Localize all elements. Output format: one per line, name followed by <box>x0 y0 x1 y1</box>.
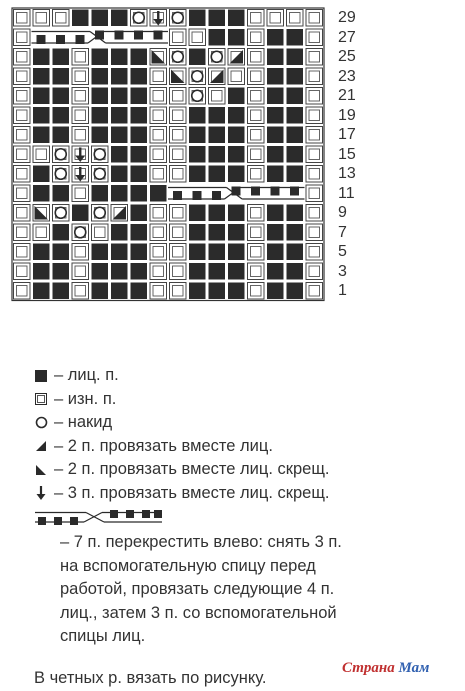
knit-stitch-cell <box>189 224 206 241</box>
purl-inner-square <box>75 91 86 102</box>
row-number: 13 <box>338 165 356 182</box>
purl-stitch-icon <box>34 393 48 405</box>
purl-inner-square <box>17 188 28 199</box>
purl-inner-square <box>17 247 28 258</box>
purl-inner-square <box>309 188 320 199</box>
row-number: 19 <box>338 106 356 124</box>
left-decrease-icon <box>34 464 48 476</box>
knit-stitch-cell <box>92 10 109 27</box>
knit-stitch-cell <box>287 166 304 183</box>
purl-inner-square <box>75 247 86 258</box>
knit-stitch-cell <box>189 283 206 300</box>
cable-stitch <box>251 187 260 196</box>
cable-line: работой, провязать следующие 4 п. <box>60 580 335 598</box>
cable-stitch <box>193 191 202 200</box>
purl-inner-square <box>309 208 320 219</box>
purl-inner-square <box>153 208 164 219</box>
knit-stitch-cell <box>33 166 50 183</box>
knit-stitch-cell <box>287 107 304 124</box>
purl-inner-square <box>251 286 262 297</box>
knit-stitch-cell <box>267 166 284 183</box>
knit-stitch-cell <box>228 205 245 222</box>
purl-inner-square <box>17 266 28 277</box>
knit-stitch-cell <box>209 166 226 183</box>
row-number: 9 <box>338 204 347 221</box>
cable-line: на вспомогательную спицу перед <box>60 556 316 575</box>
purl-inner-square <box>153 247 164 258</box>
knit-stitch-cell <box>33 185 50 202</box>
legend-yarn-over-text: – накид <box>54 413 113 432</box>
purl-inner-square <box>309 91 320 102</box>
yarn-over-cell <box>211 51 222 62</box>
purl-inner-square <box>153 169 164 180</box>
cable-stitch <box>173 191 182 200</box>
knit-stitch-cell <box>131 244 148 261</box>
knit-stitch-cell <box>209 107 226 124</box>
knit-stitch-cell <box>150 185 167 202</box>
row-number: 7 <box>338 223 347 241</box>
watermark-logo: Страна Мам <box>342 660 430 676</box>
cable-stitch <box>271 187 280 196</box>
knit-stitch-cell <box>33 68 50 85</box>
purl-inner-square <box>17 91 28 102</box>
legend <box>34 364 459 688</box>
cable-stitch <box>212 191 221 200</box>
knit-stitch-cell <box>228 146 245 163</box>
purl-inner-square <box>36 13 47 24</box>
knit-stitch-cell <box>209 127 226 144</box>
knit-stitch-cell <box>287 127 304 144</box>
purl-inner-square <box>251 208 262 219</box>
yarn-over-cell <box>133 12 144 23</box>
knit-stitch-cell <box>92 49 109 66</box>
purl-inner-square <box>251 110 262 121</box>
purl-inner-square <box>251 130 262 141</box>
knit-stitch-cell <box>53 244 70 261</box>
purl-inner-square <box>231 71 242 82</box>
purl-inner-square <box>153 130 164 141</box>
purl-inner-square <box>36 149 47 160</box>
knit-stitch-cell <box>33 107 50 124</box>
knit-stitch-cell <box>131 283 148 300</box>
cable-stitch <box>290 187 299 196</box>
knit-stitch-cell <box>209 283 226 300</box>
purl-inner-square <box>17 32 28 43</box>
knit-stitch-cell <box>189 166 206 183</box>
purl-inner-square <box>75 188 86 199</box>
knit-stitch-cell <box>111 244 128 261</box>
knit-stitch-cell <box>267 224 284 241</box>
row-number: 25 <box>338 48 356 65</box>
knit-stitch-cell <box>111 224 128 241</box>
knit-stitch-cell <box>267 107 284 124</box>
purl-inner-square <box>173 169 184 180</box>
row-number: 15 <box>338 145 356 163</box>
purl-inner-square <box>212 91 223 102</box>
knit-stitch-cell <box>228 263 245 280</box>
yarn-over-cell <box>75 227 86 238</box>
knit-stitch-cell <box>72 205 89 222</box>
knit-stitch-cell <box>209 146 226 163</box>
knit-stitch-cell <box>131 107 148 124</box>
knit-stitch-cell <box>33 283 50 300</box>
cable-stitch <box>115 31 124 40</box>
purl-inner-square <box>251 91 262 102</box>
legend-k2tog-text: – 2 п. провязать вместе лиц. <box>54 436 273 455</box>
knit-stitch-cell <box>287 205 304 222</box>
knit-stitch-cell <box>267 205 284 222</box>
knit-stitch-cell <box>228 244 245 261</box>
cable-line: лиц., затем 3 п. со вспомогательной <box>60 603 337 622</box>
knit-stitch-cell <box>267 244 284 261</box>
knit-stitch-cell <box>111 283 128 300</box>
knit-stitch-cell <box>228 10 245 27</box>
legend-purl-text: – изн. п. <box>54 389 117 408</box>
knit-stitch-cell <box>53 185 70 202</box>
purl-inner-square <box>153 286 164 297</box>
purl-inner-square <box>173 110 184 121</box>
purl-inner-square <box>17 149 28 160</box>
knit-stitch-cell <box>111 146 128 163</box>
purl-inner-square <box>75 130 86 141</box>
knit-stitch-cell <box>131 205 148 222</box>
knit-stitch-cell <box>209 224 226 241</box>
knit-stitch-cell <box>131 88 148 105</box>
knit-stitch-cell <box>131 224 148 241</box>
legend-knit-text: – лиц. п. <box>54 366 119 385</box>
knit-stitch-cell <box>209 10 226 27</box>
knit-stitch-cell <box>189 146 206 163</box>
row-number: 1 <box>338 282 347 299</box>
knit-stitch-cell <box>92 88 109 105</box>
knit-stitch-cell <box>53 263 70 280</box>
knit-stitch-cell <box>228 29 245 46</box>
knit-stitch-cell <box>53 283 70 300</box>
cable-stitch <box>134 31 143 40</box>
purl-inner-square <box>309 110 320 121</box>
purl-inner-square <box>17 130 28 141</box>
purl-inner-square <box>251 266 262 277</box>
knit-stitch-cell <box>209 244 226 261</box>
cable-stitch <box>232 187 241 196</box>
purl-inner-square <box>153 266 164 277</box>
even-rows-note: В четных р. вязать по рисунку. <box>34 668 267 687</box>
knit-stitch-cell <box>131 68 148 85</box>
knit-stitch-cell <box>111 263 128 280</box>
purl-inner-square <box>17 71 28 82</box>
legend-k3tog-crossed <box>34 482 459 506</box>
knit-stitch-cell <box>287 29 304 46</box>
knit-stitch-cell <box>53 88 70 105</box>
cable-stitch <box>37 35 46 44</box>
row-number: 11 <box>338 184 355 202</box>
yarn-over-cell <box>172 12 183 23</box>
cable-stitch <box>95 31 104 40</box>
knit-stitch-cell <box>92 68 109 85</box>
knit-stitch-cell <box>267 29 284 46</box>
purl-inner-square <box>309 227 320 238</box>
knit-stitch-cell <box>111 185 128 202</box>
knit-stitch-cell <box>111 10 128 27</box>
knit-stitch-cell <box>131 127 148 144</box>
purl-inner-square <box>17 208 28 219</box>
purl-inner-square <box>173 91 184 102</box>
knit-stitch-cell <box>33 263 50 280</box>
knit-stitch-cell <box>131 263 148 280</box>
purl-inner-square <box>173 32 184 43</box>
row-number: 23 <box>338 67 356 85</box>
knit-stitch-cell <box>33 127 50 144</box>
knit-stitch-cell <box>267 263 284 280</box>
knit-stitch-cell <box>92 185 109 202</box>
purl-inner-square <box>309 286 320 297</box>
knit-stitch-cell <box>287 68 304 85</box>
knit-stitch-cell <box>53 224 70 241</box>
legend-cable-description <box>34 531 459 649</box>
row-number: 17 <box>338 126 356 143</box>
knit-stitch-cell <box>267 146 284 163</box>
purl-inner-square <box>56 13 67 24</box>
knit-stitch-cell <box>111 88 128 105</box>
knit-stitch-cell <box>287 263 304 280</box>
purl-inner-square <box>309 71 320 82</box>
purl-inner-square <box>251 32 262 43</box>
yarn-over-cell <box>55 207 66 218</box>
knitting-chart <box>0 0 340 320</box>
knit-stitch-cell <box>228 283 245 300</box>
knit-stitch-cell <box>267 68 284 85</box>
cable-stitch <box>76 35 85 44</box>
knit-stitch-cell <box>228 107 245 124</box>
purl-inner-square <box>173 266 184 277</box>
knit-stitch-cell <box>189 263 206 280</box>
cable-line: спицы лиц. <box>60 627 146 645</box>
purl-inner-square <box>153 71 164 82</box>
cable-line: – 7 п. перекрестить влево: снять 3 п. <box>60 533 342 551</box>
knit-stitch-cell <box>189 49 206 66</box>
purl-inner-square <box>309 13 320 24</box>
knit-stitch-cell <box>92 107 109 124</box>
yarn-over-cell <box>94 168 105 179</box>
knit-stitch-cell <box>267 127 284 144</box>
knit-stitch-cell <box>228 88 245 105</box>
purl-inner-square <box>251 52 262 63</box>
knit-stitch-cell <box>189 127 206 144</box>
purl-inner-square <box>17 227 28 238</box>
knit-stitch-cell <box>33 88 50 105</box>
purl-inner-square <box>173 247 184 258</box>
purl-inner-square <box>309 52 320 63</box>
knit-stitch-cell <box>33 244 50 261</box>
knit-stitch-cell <box>287 224 304 241</box>
knit-stitch-cell <box>228 127 245 144</box>
purl-inner-square <box>251 13 262 24</box>
knit-stitch-cell <box>53 127 70 144</box>
legend-yarn-over <box>34 411 459 435</box>
purl-inner-square <box>36 227 47 238</box>
legend-purl <box>34 388 459 412</box>
right-decrease-icon <box>34 440 48 452</box>
knit-stitch-cell <box>92 263 109 280</box>
knit-stitch-cell <box>92 283 109 300</box>
yarn-over-cell <box>94 149 105 160</box>
knit-stitch-cell <box>92 127 109 144</box>
purl-inner-square <box>75 266 86 277</box>
knit-stitch-cell <box>53 107 70 124</box>
legend-k2tog <box>34 435 459 459</box>
purl-inner-square <box>75 52 86 63</box>
purl-inner-square <box>17 110 28 121</box>
purl-inner-square <box>173 130 184 141</box>
purl-inner-square <box>192 32 203 43</box>
purl-inner-square <box>153 110 164 121</box>
knit-stitch-cell <box>209 205 226 222</box>
cable-stitch <box>56 35 65 44</box>
purl-inner-square <box>309 32 320 43</box>
purl-inner-square <box>173 208 184 219</box>
row-number: 5 <box>338 243 347 260</box>
knit-stitch-cell <box>131 49 148 66</box>
knit-stitch-cell <box>287 49 304 66</box>
legend-knit <box>34 364 459 388</box>
row-number: 27 <box>338 28 356 46</box>
purl-inner-square <box>270 13 281 24</box>
knit-stitch-cell <box>267 49 284 66</box>
yarn-over-cell <box>172 51 183 62</box>
knit-stitch-cell <box>189 205 206 222</box>
yarn-over-cell <box>55 149 66 160</box>
purl-inner-square <box>17 52 28 63</box>
yarn-over-cell <box>94 207 105 218</box>
knit-stitch-cell <box>189 107 206 124</box>
knit-stitch-cell <box>131 166 148 183</box>
purl-inner-square <box>290 13 301 24</box>
knit-stitch-cell <box>228 224 245 241</box>
purl-inner-square <box>173 286 184 297</box>
legend-cable <box>34 505 459 531</box>
purl-inner-square <box>17 169 28 180</box>
arrow-down-icon <box>34 485 48 501</box>
purl-inner-square <box>251 227 262 238</box>
knit-stitch-cell <box>131 185 148 202</box>
knit-stitch-cell <box>111 107 128 124</box>
knit-stitch-cell <box>111 127 128 144</box>
knit-stitch-icon <box>34 370 48 382</box>
purl-inner-square <box>309 247 320 258</box>
knit-stitch-cell <box>267 283 284 300</box>
purl-inner-square <box>153 91 164 102</box>
knit-stitch-cell <box>53 68 70 85</box>
purl-inner-square <box>251 149 262 160</box>
knit-stitch-cell <box>111 166 128 183</box>
knit-stitch-cell <box>209 263 226 280</box>
row-number: 21 <box>338 87 356 104</box>
yarn-over-cell <box>192 71 203 82</box>
purl-inner-square <box>173 149 184 160</box>
knit-stitch-cell <box>287 283 304 300</box>
knit-stitch-cell <box>228 166 245 183</box>
purl-inner-square <box>173 227 184 238</box>
yarn-over-icon <box>34 416 48 429</box>
purl-inner-square <box>75 110 86 121</box>
knit-stitch-cell <box>53 49 70 66</box>
cable-stitch <box>154 31 163 40</box>
knit-stitch-cell <box>267 88 284 105</box>
cable-left-icon <box>34 508 169 528</box>
knit-stitch-cell <box>209 29 226 46</box>
purl-inner-square <box>309 169 320 180</box>
purl-inner-square <box>153 149 164 160</box>
knit-stitch-cell <box>72 10 89 27</box>
legend-k2tog-crossed-text: – 2 п. провязать вместе лиц. скрещ. <box>54 460 330 479</box>
purl-inner-square <box>251 71 262 82</box>
knit-stitch-cell <box>189 244 206 261</box>
purl-inner-square <box>251 247 262 258</box>
purl-inner-square <box>17 13 28 24</box>
yarn-over-cell <box>55 168 66 179</box>
knit-stitch-cell <box>287 244 304 261</box>
knit-stitch-cell <box>287 146 304 163</box>
row-number: 3 <box>338 262 347 280</box>
purl-inner-square <box>75 286 86 297</box>
knit-stitch-cell <box>111 68 128 85</box>
legend-k2tog-crossed <box>34 458 459 482</box>
purl-inner-square <box>17 286 28 297</box>
purl-inner-square <box>251 169 262 180</box>
yarn-over-cell <box>192 90 203 101</box>
knit-stitch-cell <box>33 49 50 66</box>
knit-stitch-cell <box>287 88 304 105</box>
purl-inner-square <box>153 227 164 238</box>
knit-stitch-cell <box>189 10 206 27</box>
purl-inner-square <box>309 130 320 141</box>
purl-inner-square <box>75 71 86 82</box>
row-number: 29 <box>338 9 356 26</box>
legend-k3tog-crossed-text: – 3 п. провязать вместе лиц. скрещ. <box>54 483 330 502</box>
purl-inner-square <box>309 149 320 160</box>
knit-stitch-cell <box>131 146 148 163</box>
knit-stitch-cell <box>111 49 128 66</box>
purl-inner-square <box>95 227 106 238</box>
knit-stitch-cell <box>92 244 109 261</box>
purl-inner-square <box>309 266 320 277</box>
